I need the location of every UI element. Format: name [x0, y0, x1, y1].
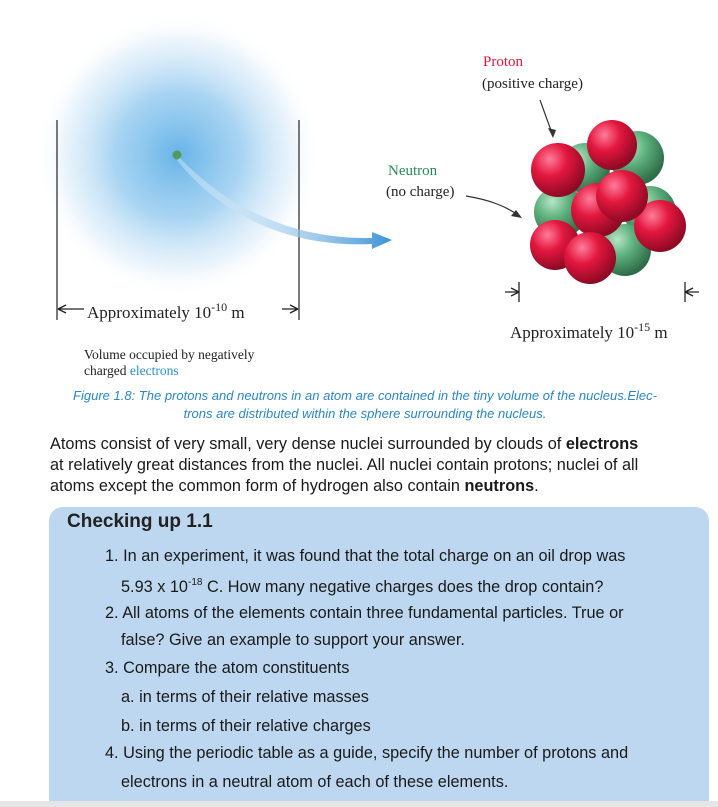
paragraph-line-1-text: Atoms consist of very small, very dense nuclei surrounded by clouds of [50, 435, 566, 453]
caption-line-2: trons are distributed within the sphere surrounding the nucleus. [183, 406, 547, 421]
volume-line-2 [84, 363, 254, 379]
checking-up-title: Checking up 1.1 [67, 511, 213, 532]
proton-pointer-head [548, 128, 556, 138]
volume-line-1: Volume occupied by negatively [84, 347, 255, 362]
nucleus-size-exponent: -15 [634, 320, 651, 334]
paragraph-line-3-text: atoms except the common form of hydrogen also contain [50, 477, 465, 495]
term-neutrons: neutrons [464, 477, 535, 495]
question-3a: a. in terms of their relative masses [121, 688, 369, 706]
nucleus-size-left-marker [505, 282, 519, 302]
paragraph-line-2: at relatively great distances from the nuclei. All nuclei contain protons; nuclei of all [50, 456, 639, 474]
volume-line-2-text: charged [84, 363, 130, 378]
question-3: 3. Compare the atom constituents [105, 659, 350, 677]
body-paragraph [50, 434, 712, 497]
term-electrons: electrons [565, 435, 639, 453]
atom-size-left-arrow [58, 305, 84, 313]
proton-label: Proton [483, 54, 524, 70]
caption-line-1: Figure 1.8: The protons and neutrons in an atom are contained in the tiny volume of the nucleus.Elec- [73, 388, 657, 403]
atom-size-text: Approximately 10 [87, 303, 212, 322]
q1-value: 5.93 x 10 [121, 578, 188, 596]
neutron-pointer [466, 196, 518, 215]
question-4-line-1: 4. Using the periodic table as a guide, specify the number of protons and [105, 744, 629, 762]
electron-volume-label [84, 347, 254, 379]
neutron-label: Neutron [388, 163, 438, 179]
atom-size-unit: m [231, 303, 245, 322]
q1-rest: C. How many negative charges does the drop contain? [202, 578, 604, 596]
question-2-line-2: false? Give an example to support your answer. [121, 631, 465, 649]
atom-size-right-arrow [282, 305, 298, 313]
page-bottom-rule [0, 801, 718, 807]
q1-exponent: -18 [188, 577, 203, 588]
paragraph-line-3-end: . [534, 477, 539, 495]
question-1-line-1: 1. In an experiment, it was found that the total charge on an oil drop was [105, 547, 626, 565]
nucleus-size-label [510, 320, 668, 343]
nucleus-size-unit: m [654, 323, 668, 342]
paragraph-line-3 [50, 476, 712, 497]
figure-caption [40, 387, 690, 423]
nucleus-cluster [530, 120, 686, 284]
question-3b: b. in terms of their relative charges [121, 717, 371, 735]
question-4-line-2: electrons in a neutral atom of each of these elements. [121, 773, 509, 791]
atom-size-label [87, 300, 245, 323]
atom-figure [0, 0, 718, 395]
atom-size-exponent: -10 [211, 300, 228, 314]
nucleus-size-right-marker [685, 282, 699, 302]
checking-up-box [49, 507, 709, 805]
volume-electrons-word: electrons [129, 363, 179, 378]
proton-description: (positive charge) [482, 76, 583, 92]
question-2-line-1: 2. All atoms of the elements contain three fundamental particles. True or [105, 604, 624, 622]
neutron-description: (no charge) [386, 184, 455, 200]
nucleus-dot [173, 151, 182, 160]
paragraph-line-1 [50, 434, 712, 455]
nucleus-size-text: Approximately 10 [510, 323, 635, 342]
question-1-line-2 [121, 577, 603, 597]
